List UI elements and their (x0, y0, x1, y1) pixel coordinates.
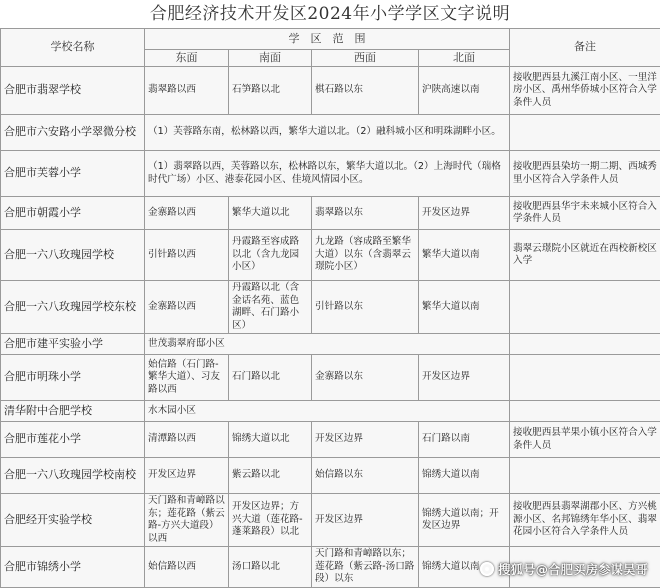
north-boundary-cell: 开发区边界 (419, 355, 510, 401)
west-boundary-cell: 九龙路（容成路至繁华大道）以东（含翡翠云璟院小区） (312, 230, 419, 281)
header-north: 北面 (419, 50, 510, 67)
school-name-cell: 合肥市明珠小学 (1, 355, 145, 401)
table-row (1, 230, 660, 281)
south-boundary-cell: 开发区边界；方兴大道（莲花路-蓬莱路段）以北 (229, 494, 312, 547)
sohu-circle-icon (480, 562, 494, 576)
remark-cell (510, 281, 660, 334)
north-boundary-cell: 繁华大道以南 (419, 230, 510, 281)
watermark-text: 搜狐号@合肥买房参谋吴哥 (498, 560, 648, 578)
west-boundary-cell: 始信路以东 (312, 458, 419, 494)
south-boundary-cell: 丹霞路至容成路以北（含九龙园小区） (229, 230, 312, 281)
east-boundary-cell: 清潭路以西 (145, 422, 229, 458)
south-boundary-cell: 紫云路以北 (229, 458, 312, 494)
remark-cell (510, 401, 660, 422)
school-name-cell: 合肥市建平实验小学 (1, 334, 145, 355)
header-school-name: 学校名称 (1, 29, 145, 67)
east-boundary-cell: 始信路以西 (145, 547, 229, 588)
school-name-cell: 合肥市六安路小学翠微分校 (1, 115, 145, 151)
east-boundary-cell: 天门路和青嶂路以东；莲花路（紫云路-方兴大道段）以西 (145, 494, 229, 547)
table-row (1, 355, 660, 401)
south-boundary-cell: 锦绣大道以北 (229, 422, 312, 458)
district-range-cell: 世茂翡翠府邸小区 (145, 334, 510, 355)
school-name-cell: 合肥市芙蓉小学 (1, 151, 145, 197)
table-row (1, 151, 660, 197)
school-name-cell: 合肥市翡翠学校 (1, 67, 145, 115)
district-range-cell: （1）翡翠路以西，芙蓉路以东，松林路以东，繁华大道以北。（2）上海时代（瑞格时代广场）小区、港泰花园小区、佳境风情园小区。 (145, 151, 510, 197)
school-name-cell: 清华附中合肥学校 (1, 401, 145, 422)
south-boundary-cell: 汤口路以北 (229, 547, 312, 588)
school-name-cell: 合肥一六八玫瑰园学校南校 (1, 458, 145, 494)
east-boundary-cell: 金寨路以西 (145, 281, 229, 334)
school-name-cell: 合肥一六八玫瑰园学校东校 (1, 281, 145, 334)
district-range-cell: （1）芙蓉路东南，松林路以西，繁华大道以北。（2）融科城小区和明珠湖畔小区。 (145, 115, 510, 151)
watermark (480, 560, 648, 578)
west-boundary-cell: 翡翠路以东 (312, 197, 419, 230)
east-boundary-cell: 翡翠路以西 (145, 67, 229, 115)
west-boundary-cell: 引针路以东 (312, 281, 419, 334)
remark-cell (510, 458, 660, 494)
table-row (1, 422, 660, 458)
north-boundary-cell: 锦绣大道以南 (419, 547, 510, 588)
north-boundary-cell: 沪陕高速以南 (419, 67, 510, 115)
header-remark: 备注 (510, 29, 660, 67)
header-district-range: 学 区 范 围 (145, 29, 510, 50)
school-name-cell: 合肥市朝霞小学 (1, 197, 145, 230)
west-boundary-cell: 金寨路以东 (312, 355, 419, 401)
header-west: 西面 (312, 50, 419, 67)
school-district-table (0, 28, 660, 588)
table-row (1, 494, 660, 547)
north-boundary-cell: 锦绣大道以南 (419, 458, 510, 494)
school-name-cell: 合肥市莲花小学 (1, 422, 145, 458)
south-boundary-cell: 石笋路以北 (229, 67, 312, 115)
table-row (1, 67, 660, 115)
north-boundary-cell: 繁华大道以南 (419, 281, 510, 334)
north-boundary-cell: 锦绣大道以南；开发区边界 (419, 494, 510, 547)
west-boundary-cell: 天门路和青嶂路以东；莲花路（紫云路-汤口路段）以东 (312, 547, 419, 588)
remark-cell: 接收肥西县华宇未来城小区符合入学条件人员 (510, 197, 660, 230)
table-row (1, 281, 660, 334)
east-boundary-cell: 开发区边界 (145, 458, 229, 494)
east-boundary-cell: 引针路以西 (145, 230, 229, 281)
table-row (1, 197, 660, 230)
table-row (1, 115, 660, 151)
south-boundary-cell: 石门路以北 (229, 355, 312, 401)
district-range-cell: 水木园小区 (145, 401, 510, 422)
south-boundary-cell: 繁华大道以北 (229, 197, 312, 230)
header-south: 南面 (229, 50, 312, 67)
remark-cell (510, 355, 660, 401)
east-boundary-cell: 金寨路以西 (145, 197, 229, 230)
remark-cell: 接收肥西县染坊一期二期、西城秀里小区符合入学条件人员 (510, 151, 660, 197)
remark-cell (510, 115, 660, 151)
west-boundary-cell: 开发区边界 (312, 494, 419, 547)
remark-cell: 翡翠云璟院小区就近在西校新校区入学 (510, 230, 660, 281)
remark-cell: 接收肥西县苹果小镇小区符合入学条件人员 (510, 422, 660, 458)
south-boundary-cell: 丹霞路以北（含金话名苑、蓝色湖畔、石门路小区） (229, 281, 312, 334)
table-row (1, 334, 660, 355)
remark-cell: 接收肥西县九溪江南小区、一里洋房小区、禹州华侨城小区符合入学条件人员 (510, 67, 660, 115)
remark-cell (510, 334, 660, 355)
east-boundary-cell: 始信路（石门路-繁华大道）、习友路以西 (145, 355, 229, 401)
school-name-cell: 合肥经开实验学校 (1, 494, 145, 547)
north-boundary-cell: 开发区边界 (419, 197, 510, 230)
remark-cell: 接收肥西县翡翠湖郡小区、方兴桃源小区、名邦锦绣年华小区、翡翠花园小区符合入学条件人员 (510, 494, 660, 547)
table-row (1, 401, 660, 422)
school-name-cell: 合肥一六八玫瑰园学校 (1, 230, 145, 281)
header-east: 东面 (145, 50, 229, 67)
school-name-cell: 合肥市锦绣小学 (1, 547, 145, 588)
page-title: 合肥经济技术开发区2024年小学学区文字说明 (0, 0, 660, 28)
north-boundary-cell: 石门路以南 (419, 422, 510, 458)
west-boundary-cell: 棋石路以东 (312, 67, 419, 115)
west-boundary-cell: 开发区边界 (312, 422, 419, 458)
table-row (1, 458, 660, 494)
